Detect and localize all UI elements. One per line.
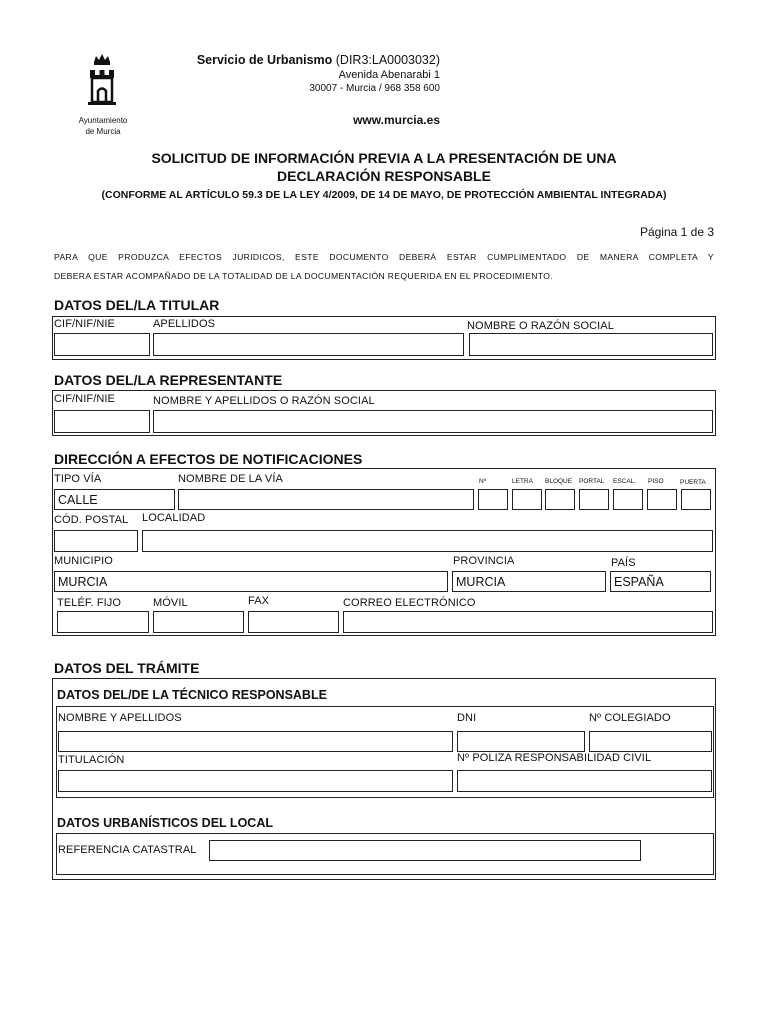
service-code: (DIR3:LA0003032) [332, 53, 440, 67]
titular-apellidos-label: APELLIDOS [153, 318, 216, 330]
tecnico-poliza-label: Nº POLIZA RESPONSABILIDAD CIVIL [457, 752, 652, 764]
bloque-label: BLOQUE [545, 478, 573, 485]
titular-cif-field[interactable] [54, 333, 150, 356]
codigo-postal-field[interactable] [54, 530, 138, 552]
section-titular [52, 316, 716, 360]
piso-label: PISO [648, 478, 664, 485]
tecnico-box [56, 706, 714, 798]
tecnico-dni-label: DNI [457, 712, 477, 724]
tecnico-poliza-field[interactable] [457, 770, 712, 792]
escalera-field[interactable] [613, 489, 643, 510]
castle-crest-icon [84, 50, 120, 114]
numero-field[interactable] [478, 489, 508, 510]
escalera-label: ESCAL. [613, 478, 637, 485]
tecnico-heading: DATOS DEL/DE LA TÉCNICO RESPONSABLE [57, 688, 327, 702]
section-titular-heading: DATOS DEL/LA TITULAR [54, 297, 220, 313]
pais-label: PAÍS [611, 557, 636, 569]
portal-label: PORTAL [579, 478, 605, 485]
website-link[interactable]: www.murcia.es [353, 113, 440, 127]
correo-label: CORREO ELECTRÓNICO [343, 597, 476, 609]
section-direccion [52, 468, 716, 636]
form-title-line2: DECLARACIÓN RESPONSABLE [277, 168, 491, 184]
letra-field[interactable] [512, 489, 542, 510]
titular-cif-label: CIF/NIF/NIE [54, 318, 115, 330]
representante-nombre-label: NOMBRE Y APELLIDOS O RAZÓN SOCIAL [153, 395, 375, 407]
localidad-field[interactable] [142, 530, 713, 552]
puerta-field[interactable] [681, 489, 711, 510]
telefono-label: TELÉF. FIJO [57, 597, 122, 609]
tecnico-colegiado-field[interactable] [589, 731, 712, 752]
page-number: Página 1 de 3 [639, 225, 714, 239]
tecnico-titulacion-field[interactable] [58, 770, 453, 792]
section-tramite [52, 678, 716, 880]
correo-field[interactable] [343, 611, 713, 633]
representante-nombre-field[interactable] [153, 410, 713, 433]
titular-nombre-field[interactable] [469, 333, 713, 356]
urbanisticos-box [56, 833, 714, 875]
titular-apellidos-field[interactable] [153, 333, 464, 356]
provincia-field[interactable]: MURCIA [452, 571, 606, 592]
section-direccion-heading: DIRECCIÓN A EFECTOS DE NOTIFICACIONES [54, 451, 363, 467]
numero-label: Nº [479, 478, 487, 485]
city-logo [84, 50, 120, 114]
notice-line2: DEBERA ESTAR ACOMPAÑADO DE LA TOTALIDAD DE LA DOCUMENTACIÓN REQUERIDA EN EL PROCEDIMIENTO. [54, 271, 553, 281]
piso-field[interactable] [647, 489, 677, 510]
tipo-via-label: TIPO VÍA [54, 473, 102, 485]
telefono-field[interactable] [57, 611, 149, 633]
tecnico-dni-field[interactable] [457, 731, 585, 752]
service-address: Avenida Abenarabi 1 [338, 69, 440, 81]
bloque-field[interactable] [545, 489, 575, 510]
tecnico-colegiado-label: Nº COLEGIADO [589, 712, 671, 724]
codigo-postal-label: CÓD. POSTAL [54, 514, 129, 526]
referencia-catastral-field[interactable] [209, 840, 641, 861]
letra-label: LETRA [512, 478, 533, 485]
org-name: Ayuntamiento [78, 116, 128, 125]
tecnico-titulacion-label: TITULACIÓN [58, 754, 125, 766]
section-tramite-heading: DATOS DEL TRÁMITE [54, 660, 200, 676]
representante-cif-label: CIF/NIF/NIE [54, 393, 115, 405]
referencia-catastral-label: REFERENCIA CATASTRAL [58, 844, 197, 856]
tipo-via-field[interactable]: CALLE [54, 489, 175, 510]
form-subtitle: (CONFORME AL ARTÍCULO 59.3 DE LA LEY 4/2009, DE 14 DE MAYO, DE PROTECCIÓN AMBIENTAL INTEGRADA) [101, 189, 667, 201]
puerta-label: PUERTA [680, 479, 706, 486]
urbanisticos-heading: DATOS URBANÍSTICOS DEL LOCAL [57, 816, 273, 830]
nombre-via-label: NOMBRE DE LA VÍA [178, 473, 283, 485]
provincia-label: PROVINCIA [453, 555, 515, 567]
nombre-via-field[interactable] [178, 489, 474, 510]
tecnico-nombre-label: NOMBRE Y APELLIDOS [58, 712, 182, 724]
movil-label: MÓVIL [153, 597, 188, 609]
movil-field[interactable] [153, 611, 244, 633]
portal-field[interactable] [579, 489, 609, 510]
fax-field[interactable] [248, 611, 339, 633]
notice-line1: PARA QUE PRODUZCA EFECTOS JURIDICOS, ESTE DOCUMENTO DEBERÁ ESTAR CUMPLIMENTADO DE MANERA COMPLETA Y [54, 252, 714, 262]
org-city: de Murcia [85, 127, 121, 136]
pais-field[interactable]: ESPAÑA [610, 571, 711, 592]
service-line [197, 53, 440, 67]
municipio-field[interactable]: MURCIA [54, 571, 448, 592]
service-postal-phone: 30007 - Murcia / 968 358 600 [309, 83, 440, 94]
service-name: Servicio de Urbanismo [196, 53, 333, 67]
representante-cif-field[interactable] [54, 410, 150, 433]
titular-nombre-label: NOMBRE O RAZÓN SOCIAL [467, 320, 614, 332]
form-title-line1: SOLICITUD DE INFORMACIÓN PREVIA A LA PRESENTACIÓN DE UNA [151, 150, 617, 166]
section-representante-heading: DATOS DEL/LA REPRESENTANTE [54, 372, 283, 388]
fax-label: FAX [248, 595, 270, 607]
municipio-label: MUNICIPIO [54, 555, 113, 567]
localidad-label: LOCALIDAD [142, 512, 206, 524]
tecnico-nombre-field[interactable] [58, 731, 453, 752]
section-representante [52, 390, 716, 436]
